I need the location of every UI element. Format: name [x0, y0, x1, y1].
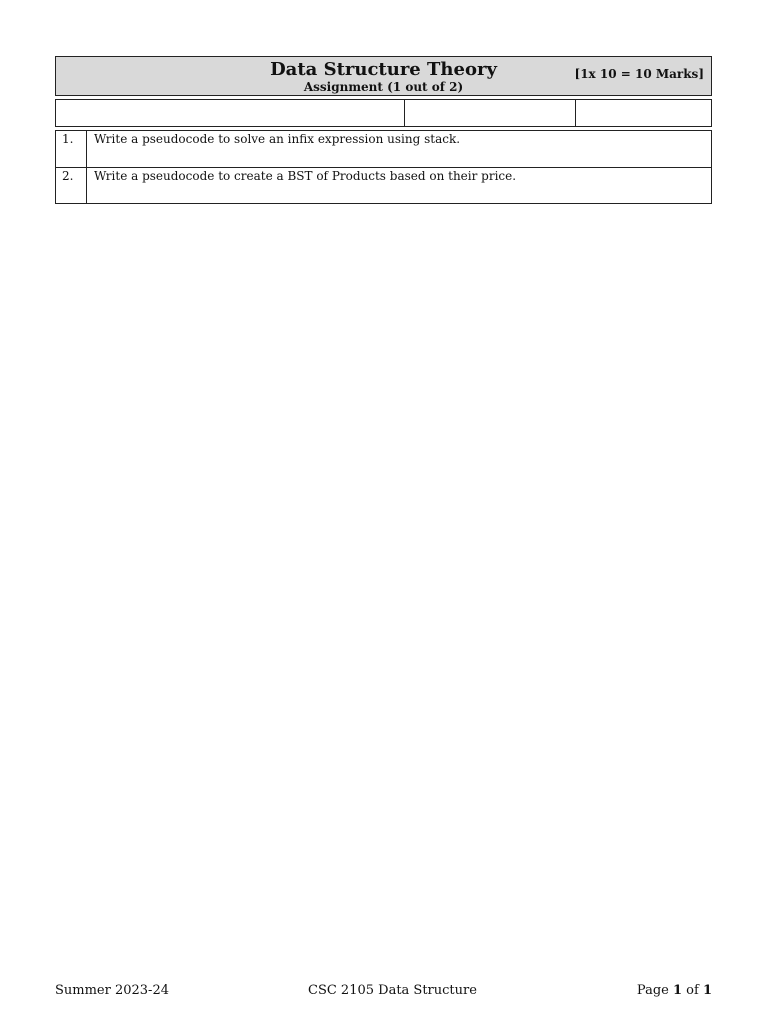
question-number: 2. — [56, 168, 87, 203]
page-title: Data Structure Theory — [270, 59, 497, 80]
assignment-header — [55, 56, 712, 96]
assignment-subtitle: Assignment (1 out of 2) — [303, 80, 464, 94]
page-total: 1 — [702, 983, 712, 998]
question-text: Write a pseudocode to solve an infix expression using stack. — [94, 132, 461, 146]
student-info-row — [55, 99, 712, 127]
footer-course: CSC 2105 Data Structure — [308, 983, 477, 998]
page-current: 1 — [672, 983, 683, 998]
footer-page-number — [637, 983, 712, 999]
student-name-cell — [56, 100, 405, 126]
marks-label: [1x 10 = 10 Marks] — [574, 67, 704, 81]
page-of: of — [686, 983, 699, 998]
student-id-cell — [405, 100, 576, 126]
page-label: Page — [636, 983, 669, 998]
footer-term: Summer 2023-24 — [55, 983, 169, 998]
questions-table — [55, 130, 712, 204]
question-number: 1. — [56, 131, 87, 167]
question-row — [56, 167, 711, 203]
question-row — [56, 131, 711, 167]
question-text: Write a pseudocode to create a BST of Products based on their price. — [94, 169, 517, 183]
section-cell — [576, 100, 711, 126]
